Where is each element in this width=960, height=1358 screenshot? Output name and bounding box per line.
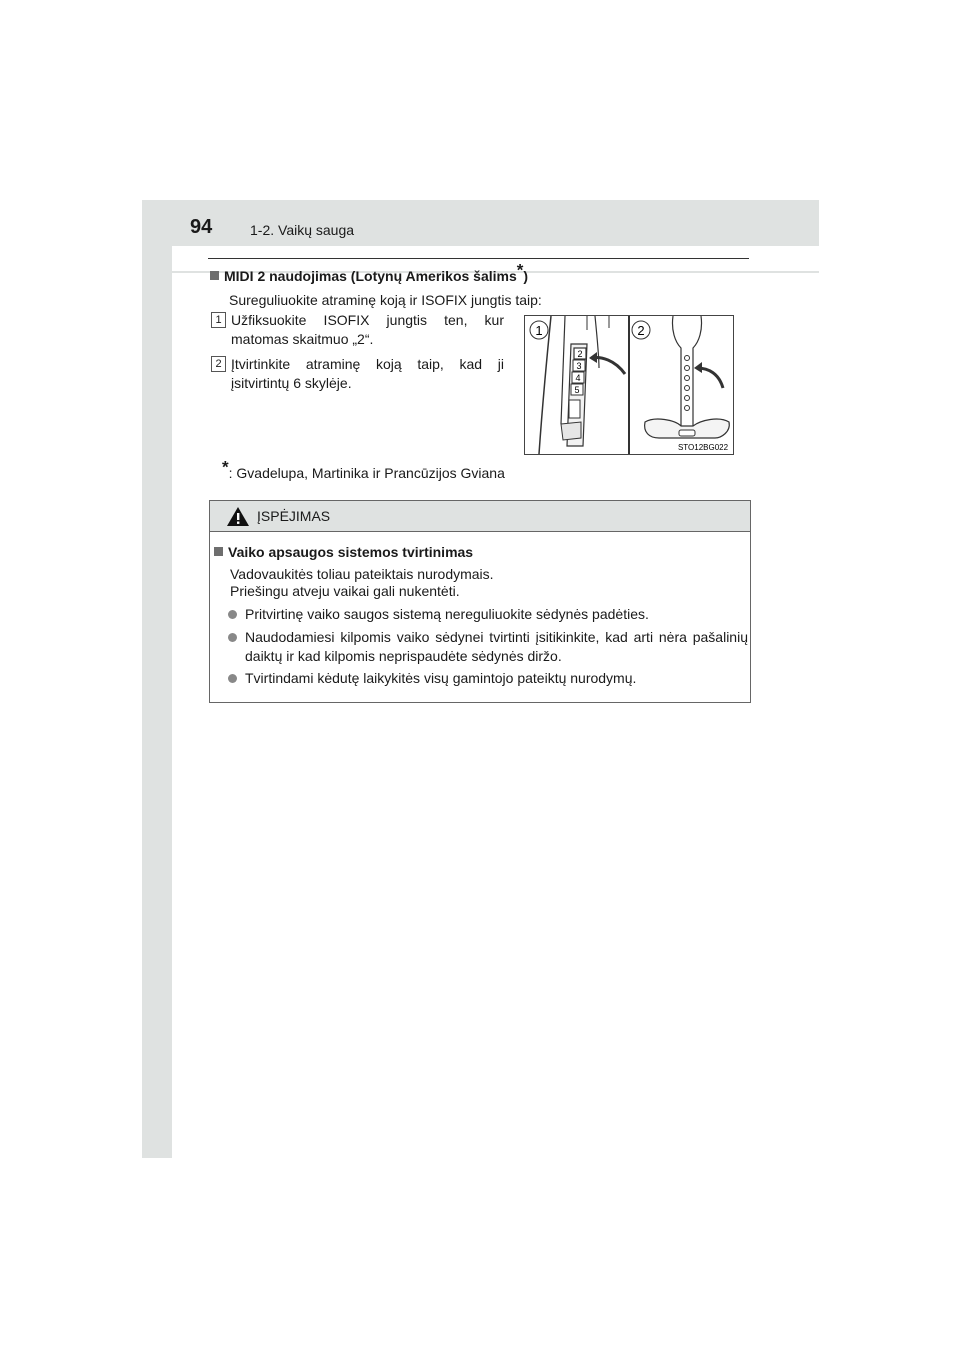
warning-title: ĮSPĖJIMAS [257, 508, 331, 524]
isofix-illustration [525, 316, 733, 454]
figure-code: STO12BG022 [677, 443, 729, 452]
page-number: 94 [190, 216, 213, 238]
warning-header [210, 501, 750, 532]
section-heading [210, 260, 529, 284]
step-text-2: Įtvirtinkite atraminę koją taip, kad ji įsitvirtintų 6 skylėje. [231, 356, 504, 391]
warning-bullet-text-2: Naudodamiesi kilpomis vaiko sėdynei tvirtinti įsitikinkite, kad arti nėra pašalinių daiktų ir kad kilpomis neprispaudėte sėdynės diržo. [245, 629, 748, 664]
warning-heading [214, 544, 473, 560]
square-bullet-icon [214, 547, 223, 556]
heading-footnote-mark: * [516, 260, 524, 280]
warning-line-1: Vadovaukitės toliau pateiktais nurodymais. [230, 566, 494, 582]
header-band [142, 200, 819, 246]
bullet-dot-icon [228, 674, 237, 683]
footnote [222, 457, 505, 481]
callout-1-label: 1 [535, 323, 543, 338]
square-bullet-icon [210, 271, 219, 280]
step-text-1: Užfiksuokite ISOFIX jungtis ten, kur matomas skaitmuo „2“. [231, 312, 504, 347]
scale-label-3: 3 [576, 361, 582, 371]
warning-bullet-text-3: Tvirtindami kėdutę laikykitės visų gamintojo pateiktų nurodymų. [245, 670, 637, 686]
section-intro: Sureguliuokite atraminę koją ir ISOFIX jungtis taip: [229, 292, 542, 308]
warning-triangle-icon [226, 506, 250, 527]
section-title: 1-2. Vaikų sauga [250, 222, 355, 238]
scale-label-5: 5 [574, 385, 580, 395]
scale-label-2: 2 [577, 349, 583, 359]
footnote-mark: * [222, 457, 229, 477]
warning-box [209, 500, 751, 703]
warning-heading-text: Vaiko apsaugos sistemos tvirtinimas [228, 544, 474, 560]
scale-label-4: 4 [575, 373, 581, 383]
heading-close: ) [523, 268, 529, 284]
callout-2-label: 2 [637, 323, 645, 338]
page-sidebar-band [142, 200, 172, 1158]
section-heading-text: MIDI 2 naudojimas (Lotynų Amerikos šalims [224, 268, 517, 284]
section-rule [208, 258, 749, 259]
bullet-dot-icon [228, 610, 237, 619]
footnote-text: : Gvadelupa, Martinika ir Prancūzijos Gviana [228, 465, 505, 481]
warning-line-2: Priešingu atveju vaikai gali nukentėti. [230, 583, 460, 599]
bullet-dot-icon [228, 633, 237, 642]
step-number-2: 2 [211, 356, 226, 372]
step-number-1: 1 [211, 312, 226, 328]
warning-bullet-text-1: Pritvirtinę vaiko saugos sistemą nereguliuokite sėdynės padėties. [245, 606, 649, 622]
isofix-figure [524, 315, 734, 455]
